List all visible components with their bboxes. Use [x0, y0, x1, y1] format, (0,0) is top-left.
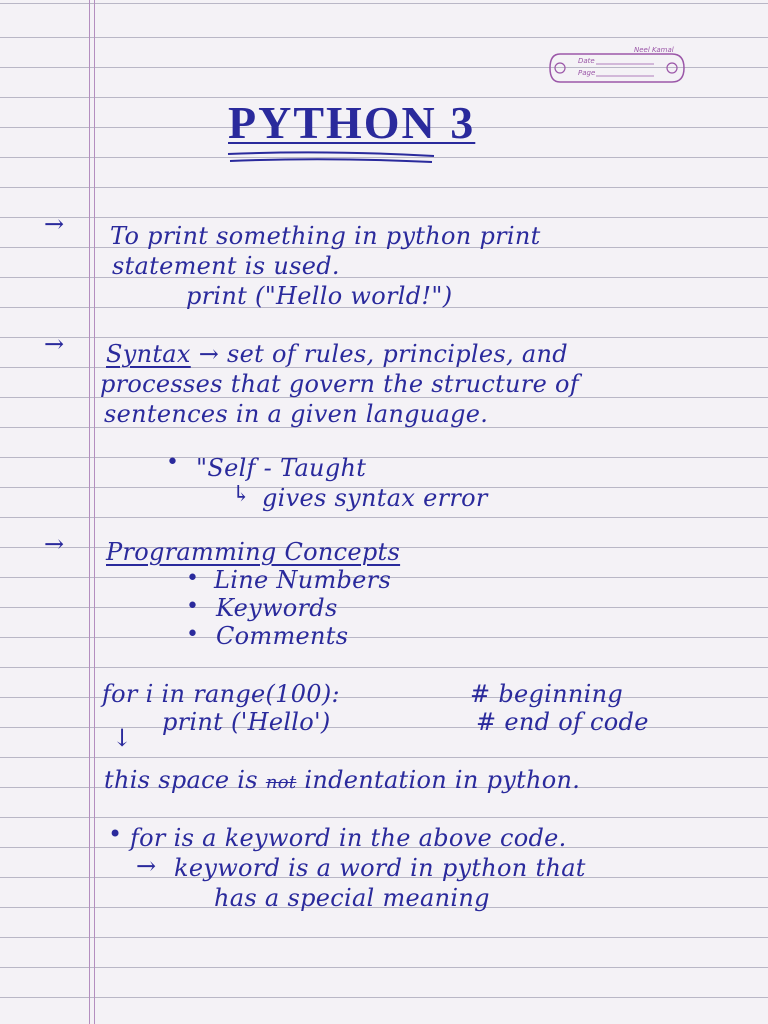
note-print-heading-cont: statement is used. [112, 252, 340, 280]
concepts-heading-text: Programming Concepts [106, 538, 401, 566]
bullet-dot-icon: • [166, 450, 180, 475]
stamp-page-label: Page [578, 69, 596, 77]
arrow-right-icon: → [198, 340, 220, 368]
arrow-right-icon: → [136, 852, 157, 880]
indent-note [104, 766, 580, 794]
keyword-def-2: has a special meaning [214, 884, 490, 912]
syntax-def-2: processes that govern the structure of [100, 370, 579, 398]
indent-note-b: indentation in python. [304, 766, 581, 794]
bullet-arrow-icon: → [44, 530, 65, 558]
note-self-taught-result: gives syntax error [262, 484, 488, 512]
syntax-def-1: set of rules, principles, and [227, 340, 568, 368]
code-line-1: for i in range(100): [102, 680, 340, 708]
bullet-arrow-icon: → [44, 330, 65, 358]
stamp-brand: Neel Kamal [634, 46, 674, 54]
note-self-taught: "Self - Taught [196, 454, 367, 482]
title-underline [226, 150, 436, 164]
concept-item: Line Numbers [214, 566, 392, 594]
bullet-arrow-icon: → [44, 210, 65, 238]
margin-line-left [89, 0, 90, 1024]
bullet-dot-icon: • [186, 594, 200, 619]
code-comment-1: # beginning [470, 680, 624, 708]
concept-item: Keywords [216, 594, 338, 622]
concept-item: Comments [216, 622, 349, 650]
margin-line-right [94, 0, 95, 1024]
keyword-def-1: keyword is a word in python that [174, 854, 586, 882]
keyword-note: for is a keyword in the above code. [130, 824, 567, 852]
indent-struck-word: not [265, 772, 297, 793]
note-print-heading: To print something in python print [110, 222, 541, 250]
notebook-stamp [546, 46, 686, 88]
arrow-down-icon: ↓ [112, 724, 133, 752]
bullet-dot-icon: • [186, 566, 200, 591]
syntax-term: Syntax [106, 340, 191, 368]
note-syntax-line [106, 340, 568, 368]
code-comment-2: # end of code [476, 708, 649, 736]
bullet-dot-icon: • [108, 820, 123, 848]
stamp-date-label: Date [578, 57, 595, 65]
indent-note-a: this space is [104, 766, 258, 794]
code-line-2: print ('Hello') [162, 708, 331, 736]
concepts-heading [106, 538, 400, 566]
page-title-text: PYTHON 3 [228, 97, 476, 148]
syntax-def-3: sentences in a given language. [104, 400, 489, 428]
page-title [228, 96, 475, 149]
note-print-example: print ("Hello world!") [186, 282, 453, 310]
bullet-dot-icon: • [186, 622, 200, 647]
arrow-return-icon: ↳ [232, 482, 251, 507]
